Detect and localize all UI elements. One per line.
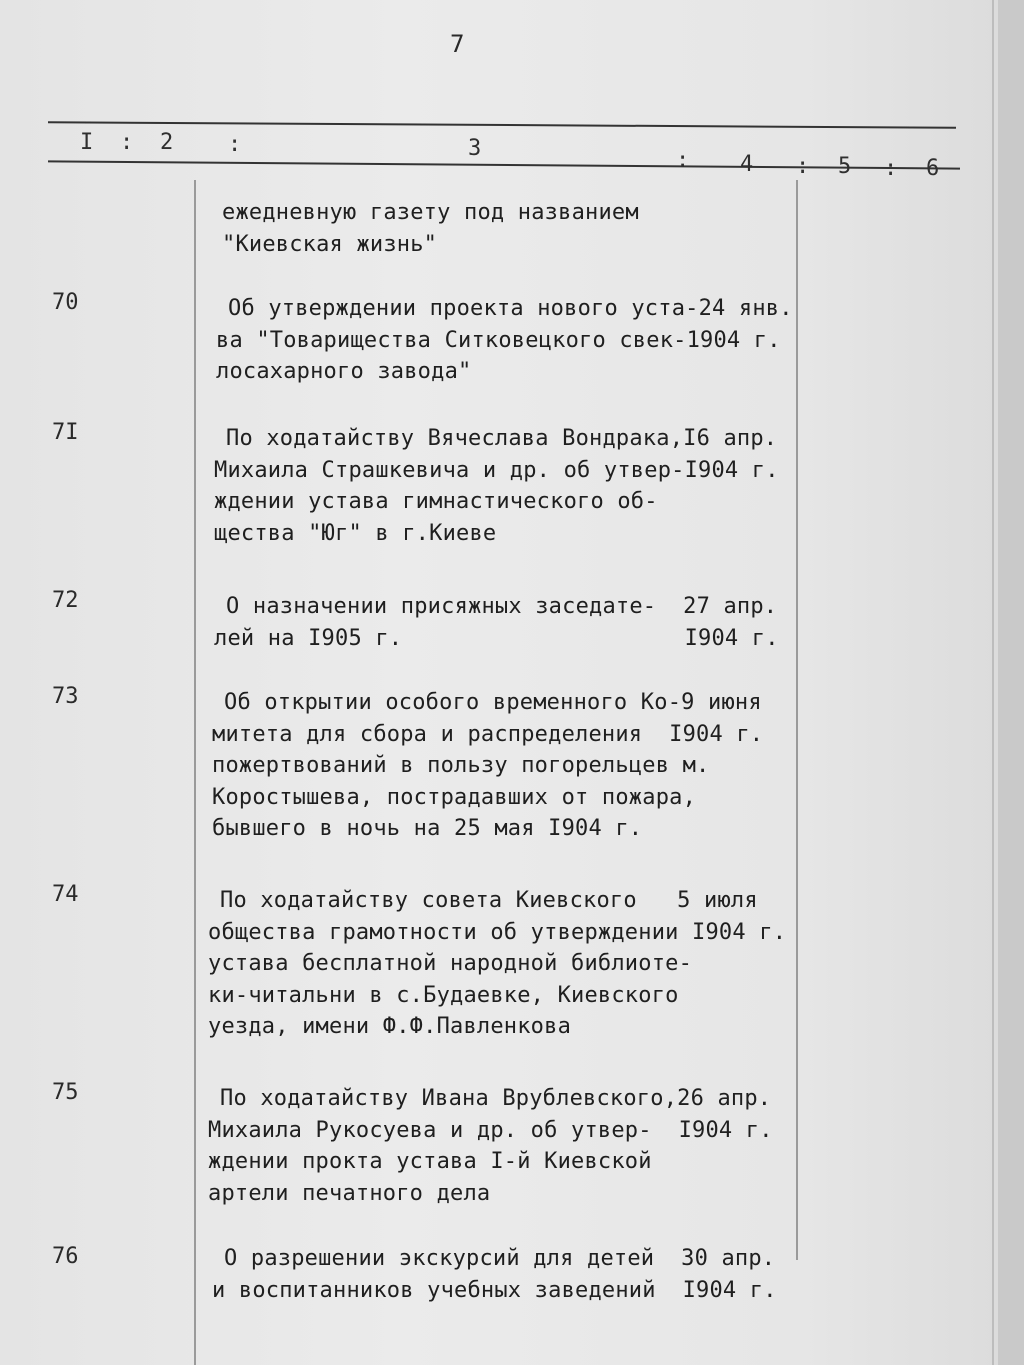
column-number-I: I bbox=[80, 130, 94, 155]
column-number-6: 6 bbox=[926, 156, 940, 181]
entry-text-line: лосахарного завода" bbox=[216, 359, 472, 384]
entry-number: 70 bbox=[52, 290, 79, 315]
entry-number: 74 bbox=[52, 882, 79, 907]
entry-text-line: ждении прокта устава I-й Киевской bbox=[208, 1149, 652, 1174]
entry-text-line: Об открытии особого временного Ко-9 июня bbox=[224, 690, 762, 715]
entry-text-line: Об утверждении проекта нового уста-24 янв. bbox=[228, 296, 793, 321]
entry-text-line: щества "Юг" в г.Киеве bbox=[214, 520, 497, 546]
entry-text-line: общества грамотности об утверждении I904 г. bbox=[208, 919, 787, 945]
column-separator: : bbox=[884, 156, 898, 181]
column-number-3: 3 bbox=[468, 136, 482, 161]
page-edge-line bbox=[992, 0, 994, 1365]
entry-text-line: По ходатайству совета Киевского 5 июля bbox=[220, 888, 758, 913]
entry-text-line: Михаила Рукосуева и др. об утвер- I904 г. bbox=[208, 1117, 773, 1143]
entry-text-line: артели печатного дела bbox=[208, 1180, 491, 1206]
column-separator: : bbox=[676, 148, 690, 173]
entry-text-line: пожертвований в пользу погорельцев м. bbox=[212, 753, 710, 778]
column-divider-left bbox=[194, 180, 196, 1365]
entry-text-line: Коростышева, пострадавших от пожара, bbox=[212, 784, 697, 810]
column-separator: : bbox=[120, 130, 134, 155]
entry-number: 76 bbox=[52, 1244, 79, 1269]
entry-text-line: ки-читальни в с.Будаевке, Киевского bbox=[208, 982, 679, 1008]
column-separator: : bbox=[796, 154, 810, 179]
column-separator: : bbox=[228, 132, 242, 157]
entry-text-line: бывшего в ночь на 25 мая I904 г. bbox=[212, 816, 643, 841]
page-number: 7 bbox=[450, 30, 465, 58]
page-edge bbox=[998, 0, 1024, 1365]
column-number-5: 5 bbox=[838, 154, 852, 179]
entry-text-line: ва "Товарищества Ситковецкого свек-1904 г. bbox=[216, 327, 781, 353]
entry-text-line: лей на I905 г. I904 г. bbox=[214, 625, 779, 651]
entry-text-line: Михаила Страшкевича и др. об утвер-I904 г. bbox=[214, 457, 779, 483]
entry-text-line: и воспитанников учебных заведений I904 г. bbox=[212, 1277, 777, 1303]
entry-text-line: митета для сбора и распределения I904 г. bbox=[212, 721, 764, 747]
entry-number: 75 bbox=[52, 1080, 79, 1105]
column-divider-right bbox=[796, 180, 798, 1260]
continuation-line: "Киевская жизнь" bbox=[222, 232, 438, 257]
entry-text-line: устава бесплатной народной библиоте- bbox=[208, 951, 693, 976]
entry-text-line: ждении устава гимнастического об- bbox=[214, 489, 658, 514]
header-rule-top bbox=[48, 121, 956, 129]
entry-number: 72 bbox=[52, 588, 79, 613]
entry-text-line: уезда, имени Ф.Ф.Павленкова bbox=[208, 1014, 572, 1039]
continuation-line: ежедневную газету под названием bbox=[222, 200, 639, 225]
column-number-4: 4 bbox=[740, 152, 754, 177]
entry-text-line: По ходатайству Ивана Врублевского,26 апр. bbox=[220, 1086, 772, 1111]
entry-text-line: О разрешении экскурсий для детей 30 апр. bbox=[224, 1246, 776, 1271]
entry-text-line: О назначении присяжных заседате- 27 апр. bbox=[226, 594, 778, 619]
column-number-2: 2 bbox=[160, 130, 174, 155]
header-rule-bottom bbox=[48, 160, 960, 169]
entry-number: 7I bbox=[52, 420, 79, 445]
entry-number: 73 bbox=[52, 684, 79, 709]
entry-text-line: По ходатайству Вячеслава Вондрака,I6 апр. bbox=[226, 426, 778, 451]
